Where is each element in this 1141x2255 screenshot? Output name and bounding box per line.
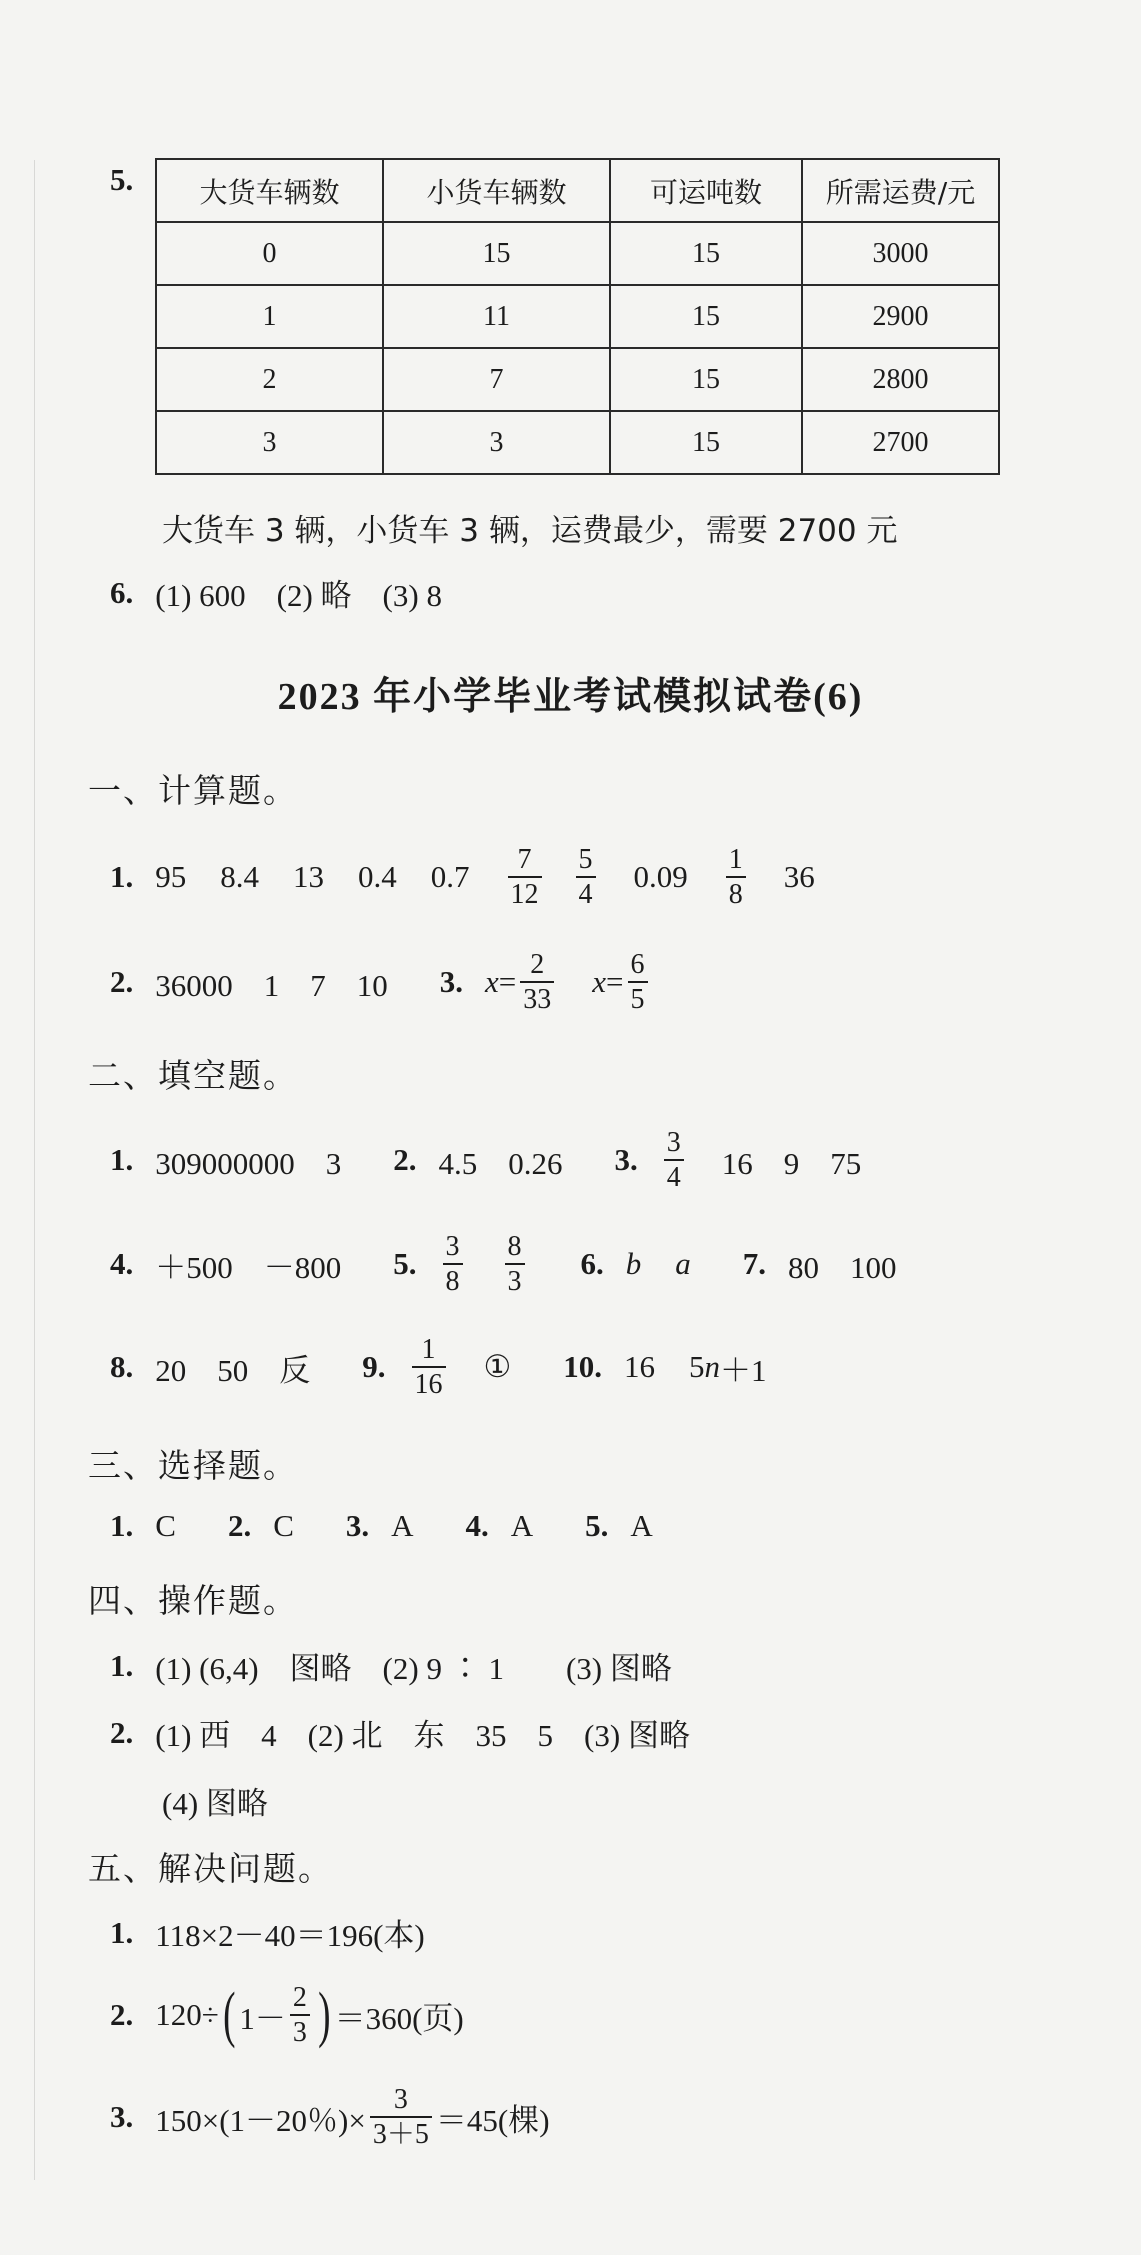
- q5-conclusion: 大货车 3 辆，小货车 3 辆，运费最少，需要 2700 元: [162, 513, 898, 549]
- table-cell: 0: [156, 222, 383, 285]
- table-cell: 15: [383, 222, 610, 285]
- answer-text: 118×2－40＝196(本): [155, 1918, 425, 1953]
- question-number: 2.: [110, 964, 134, 1000]
- table-cell: 2700: [802, 411, 999, 474]
- answer-value: 5: [689, 1349, 705, 1385]
- question-number: 2.: [227, 1508, 252, 1543]
- answer-text: 36000 1 7 10: [155, 967, 388, 1003]
- page-edge: [34, 160, 35, 2180]
- answer-value: 0.09: [633, 859, 688, 895]
- s4-q1: [110, 1643, 672, 1688]
- answer-value: 0.7: [430, 859, 470, 895]
- question-number: 2.: [110, 1997, 134, 2033]
- table-row: [156, 285, 999, 348]
- answer-text: (1) 西 4 (2) 北 东 35 5 (3) 图略: [155, 1718, 690, 1753]
- table-row: [156, 411, 999, 474]
- section-heading-2: 二、填空题。: [88, 1056, 298, 1095]
- answer-text: ＝360(页): [334, 2000, 464, 2036]
- table-cell: 3: [156, 411, 383, 474]
- table-header-row: [156, 159, 999, 222]
- choice-answer: C: [155, 1508, 176, 1543]
- s4-q2: [110, 1710, 690, 1755]
- right-paren: ): [318, 1981, 331, 2050]
- question-number: 10.: [563, 1349, 603, 1385]
- choice-answer: A: [510, 1508, 534, 1543]
- answer-text: ①: [483, 1349, 512, 1385]
- answer-text: 150×(1－20％)×: [155, 2102, 366, 2138]
- table-cell: 2800: [802, 348, 999, 411]
- variable: x: [592, 964, 607, 1000]
- table-row: [156, 348, 999, 411]
- answer-text: 309000000 3: [155, 1145, 342, 1181]
- equals-sign: =: [498, 964, 517, 1000]
- answer-text: 120÷: [155, 1997, 219, 2033]
- variable: b: [625, 1246, 642, 1282]
- fraction: $\frac{5}{4}$: [576, 845, 596, 910]
- answer-text: ＋500 －800: [155, 1249, 342, 1285]
- question-number: 9.: [362, 1349, 386, 1385]
- fraction: $\frac{2}{3}$: [290, 1983, 310, 2048]
- table-cell: 11: [383, 285, 610, 348]
- table-cell: 2900: [802, 285, 999, 348]
- question-number: 1.: [110, 1142, 134, 1178]
- fraction: $\frac{3}{8}$: [443, 1232, 463, 1297]
- q5-number: 5.: [110, 162, 134, 197]
- answer-value: 36: [783, 859, 815, 895]
- answer-text: 16 9 75: [721, 1145, 862, 1181]
- question-number: 1.: [110, 859, 134, 895]
- choice-answer: A: [630, 1508, 653, 1543]
- choice-answer: A: [391, 1508, 414, 1543]
- question-number: 3.: [110, 2099, 134, 2135]
- exam-title: 2023 年小学毕业考试模拟试卷(6): [277, 676, 864, 718]
- table-cell: 2: [156, 348, 383, 411]
- question-number: 3.: [345, 1508, 370, 1543]
- fraction: $\frac{1}{16}$: [412, 1335, 446, 1400]
- question-number: 5.: [393, 1246, 417, 1282]
- section-heading-4: 四、操作题。: [88, 1581, 298, 1620]
- s5-q1: [110, 1910, 425, 1955]
- question-number: 3.: [614, 1142, 638, 1178]
- section-heading-1: 一、计算题。: [88, 771, 298, 810]
- s2-line2: [110, 1232, 897, 1297]
- fraction: $\frac{3}{4}$: [664, 1128, 684, 1193]
- question-number: 4.: [110, 1246, 134, 1282]
- s1-q1: [110, 845, 815, 910]
- table-cell: 15: [610, 411, 802, 474]
- s1-q2-q3: [110, 950, 652, 1015]
- answer-value: 8.4: [220, 859, 259, 895]
- choice-answer: C: [273, 1508, 294, 1543]
- fraction: $\frac{1}{8}$: [726, 845, 746, 910]
- table-cell: 15: [610, 285, 802, 348]
- section-heading-3: 三、选择题。: [88, 1446, 298, 1485]
- question-number: 8.: [110, 1349, 134, 1385]
- table-cell: 3: [383, 411, 610, 474]
- left-paren: (: [222, 1981, 236, 2050]
- fraction: $\frac{3}{3+5}$: [370, 2085, 432, 2150]
- question-number: 5.: [585, 1508, 609, 1543]
- question-number: 1.: [110, 1508, 134, 1543]
- answer-text: ＝45(棵): [435, 2102, 550, 2138]
- table-cell: 15: [610, 222, 802, 285]
- q6-answer: [110, 570, 442, 615]
- table-header: 小货车辆数: [383, 159, 610, 222]
- fraction: $\frac{8}{3}$: [505, 1232, 525, 1297]
- table-header: 所需运费/元: [802, 159, 999, 222]
- s2-line1: [110, 1128, 861, 1193]
- s5-q2: [110, 1983, 464, 2048]
- table-cell: 15: [610, 348, 802, 411]
- table-row: [156, 222, 999, 285]
- question-number: 4.: [465, 1508, 489, 1543]
- answer-value: 13: [293, 859, 324, 895]
- s2-line3: [110, 1335, 767, 1400]
- table-cell: 7: [383, 348, 610, 411]
- fraction: $\frac{7}{12}$: [508, 845, 542, 910]
- answer-text: 4.5 0.26: [438, 1145, 563, 1181]
- answer-text: (1) (6,4) 图略 (2) 9 ∶ 1 (3) 图略: [155, 1651, 672, 1686]
- answer-value: ＋1: [720, 1352, 767, 1388]
- fraction: $\frac{6}{5}$: [628, 950, 648, 1015]
- table-cell: 1: [156, 285, 383, 348]
- answer-text: (1) 600 (2) 略 (3) 8: [155, 578, 442, 613]
- s4-q2-continued: (4) 图略: [162, 1786, 268, 1821]
- section-heading-5: 五、解决问题。: [88, 1849, 333, 1888]
- answer-text: 1－: [239, 2000, 286, 2036]
- cargo-table: [155, 158, 1000, 475]
- table-cell: 3000: [802, 222, 999, 285]
- answer-value: 95: [155, 859, 187, 895]
- question-number: 6.: [110, 574, 134, 610]
- table-header: 可运吨数: [610, 159, 802, 222]
- s3-answers: [110, 1508, 653, 1544]
- equals-sign: =: [606, 964, 624, 1000]
- variable: a: [675, 1246, 691, 1282]
- question-number: 2.: [393, 1142, 417, 1178]
- question-number: 7.: [742, 1246, 766, 1282]
- question-number: 1.: [110, 1647, 134, 1683]
- answer-text: 80 100: [788, 1249, 897, 1285]
- question-number: 1.: [110, 1914, 134, 1950]
- answer-text: 20 50 反: [155, 1352, 311, 1388]
- answer-value: 0.4: [358, 859, 397, 895]
- table-header: 大货车辆数: [156, 159, 383, 222]
- variable: n: [704, 1349, 721, 1385]
- answer-value: 16: [624, 1349, 656, 1385]
- fraction: $\frac{2}{33}$: [520, 950, 554, 1015]
- question-number: 3.: [439, 964, 463, 1000]
- question-number: 2.: [110, 1714, 134, 1750]
- variable: x: [485, 964, 499, 1000]
- s5-q3: [110, 2085, 550, 2150]
- question-number: 6.: [580, 1246, 604, 1282]
